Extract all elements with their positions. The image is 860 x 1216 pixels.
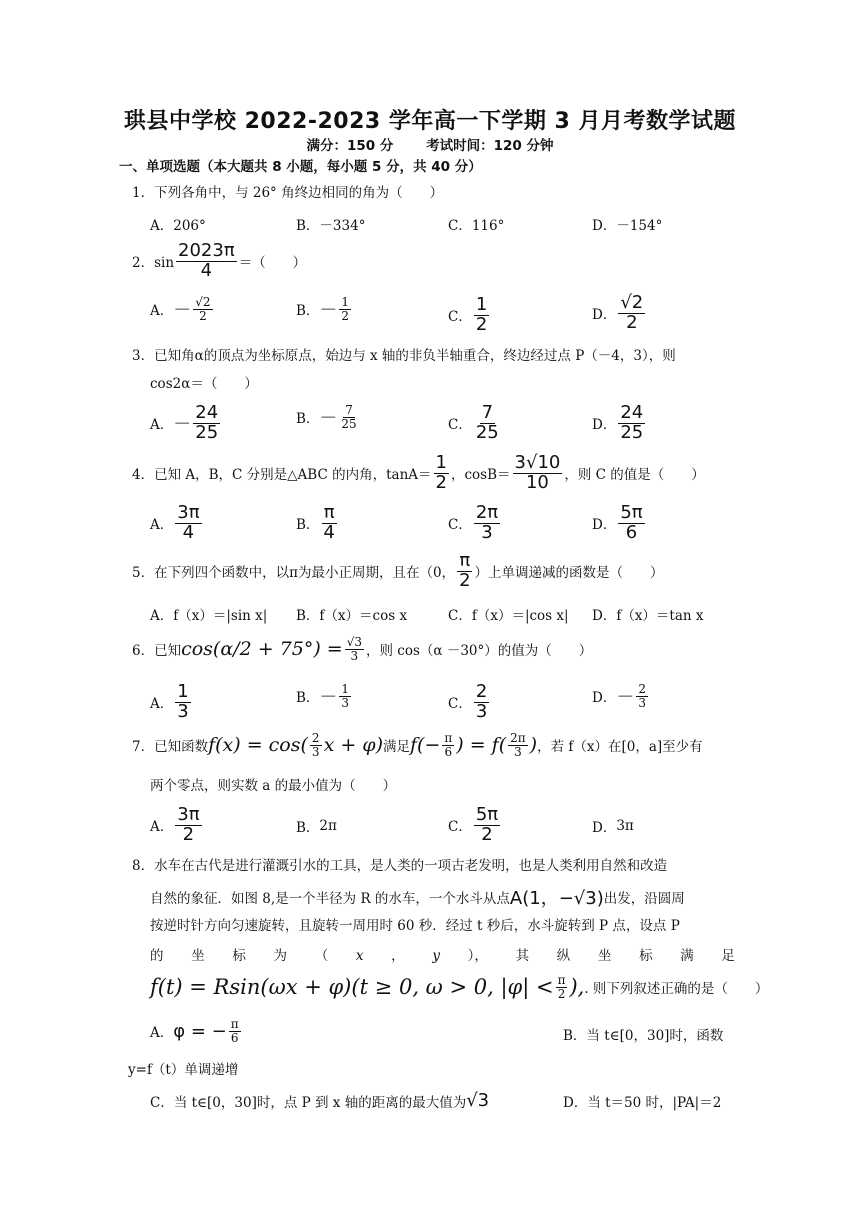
q3-option-b: B． － $\frac{7}{25}$ [296, 403, 357, 431]
question-8-stem-line1: 8．水车在古代是进行灌溉引水的工具，是人类的一项古老发明，也是人类利用自然和改造 [132, 858, 668, 874]
q3-option-a: A． － $\frac{24}{25}$ [150, 402, 219, 443]
question-1-stem: 1．下列各角中，与 26° 角终边相同的角为（ ） [132, 185, 444, 201]
q5-option-b: B．f（x）＝cos x [296, 608, 408, 624]
q4-option-a: A． $\frac{3\pi}{4}$ [150, 502, 200, 543]
q4-option-b: B． $\frac{\pi}{4}$ [296, 502, 335, 543]
q6-option-c: C． $\frac{2}{3}$ [448, 681, 488, 722]
exam-info [0, 134, 860, 154]
q7-option-b: B． 2π [296, 818, 337, 836]
q8-option-d: D．当 t＝50 时，|PA|＝2 [563, 1095, 722, 1111]
q2-option-b: B． － $\frac{1}{2}$ [296, 295, 350, 323]
full-score: 满分：150 分 [306, 138, 394, 154]
q6-option-d: D． － $\frac{2}{3}$ [592, 682, 646, 710]
q2-option-c: C． $\frac{1}{2}$ [448, 294, 488, 335]
q4-option-d: D． $\frac{5\pi}{6}$ [592, 502, 643, 543]
q7-option-a: A． $\frac{3\pi}{2}$ [150, 804, 200, 845]
q8-option-b: B．当 t∈[0，30]时，函数 [563, 1028, 724, 1044]
q1-option-d: D．－154° [592, 218, 663, 234]
question-6-stem: 6．已知 cos(α/2 + 75°) = $\frac{√3}{3}$ ，则 cos（α －30°）的值为（ ） [132, 635, 593, 663]
question-8-stem-line3: 按逆时针方向匀速旋转，且旋转一周用时 60 秒．经过 t 秒后，水斗旋转到 P 点，设点 P [150, 918, 680, 934]
q6-option-a: A． $\frac{1}{3}$ [150, 681, 189, 722]
q1-option-c: C．116° [448, 218, 505, 234]
question-8-formula-line: f(t) = Rsin(ωx + φ)(t ≥ 0, ω > 0, |φ| < $\frac{\pi}{2}$ ), . 则下列叙述正确的是（ ） [150, 973, 769, 1001]
q5-option-c: C．f（x）＝|cos x| [448, 608, 569, 624]
q3-option-c: C． $\frac{7}{25}$ [448, 402, 499, 443]
q2-option-d: D． $\frac{√2}{2}$ [592, 292, 644, 333]
exam-time: 考试时间：120 分钟 [426, 138, 554, 154]
question-8-stem-line2: 自然的象征．如图 8,是一个半径为 R 的水车，一个水斗从点 A(1，−√3) 出发，沿圆周 [150, 888, 685, 909]
q4-option-c: C． $\frac{2\pi}{3}$ [448, 502, 499, 543]
question-3-stem-line1: 3．已知角α的顶点为坐标原点，始边与 x 轴的非负半轴重合，终边经过点 P（－4，3），则 [132, 348, 676, 364]
q8-option-c: C．当 t∈[0，30]时，点 P 到 x 轴的距离的最大值为 √3 [150, 1090, 490, 1111]
question-5-stem: 5．在下列四个函数中，以π为最小正周期，且在（0， $\frac{\pi}{2}$ ）上单调递减的函数是（ ） [132, 550, 664, 591]
q3-option-d: D． $\frac{24}{25}$ [592, 402, 644, 443]
question-4-stem: 4．已知 A，B，C 分别是△ABC 的内角，tanA＝ $\frac{1}{2}$ ，cosB＝ $\frac{3√10}{10}$ ，则 C 的值是（ ） [132, 452, 705, 493]
question-3-stem-line2: cos2α＝（ ） [150, 376, 258, 392]
q8-option-b-continued: y=f（t）单调递增 [128, 1062, 239, 1078]
q8-option-a: A． φ = − $\frac{\pi}{6}$ [150, 1017, 239, 1045]
q7-option-c: C． $\frac{5\pi}{2}$ [448, 804, 499, 845]
question-8-stem-line4: 的 坐 标 为 （ x ， y ）， 其 纵 坐 标 满 足 [150, 948, 735, 964]
page-title: 珙县中学校 2022-2023 学年高一下学期 3 月月考数学试题 [123, 109, 737, 134]
question-2-stem: 2．sin $\frac{2023\pi}{4}$ ＝（ ） [132, 240, 307, 281]
q5-option-d: D．f（x）＝tan x [592, 608, 704, 624]
q5-option-a: A．f（x）＝|sin x| [150, 608, 268, 624]
question-7-stem-line2: 两个零点，则实数 a 的最小值为（ ） [150, 778, 397, 794]
q1-option-b: B．－334° [296, 218, 366, 234]
question-7-stem-line1: 7．已知函数 f(x) = cos( $\frac{2}{3}$ x + φ) 满足 f(− $\frac{\pi}{6}$ ) = f ( $\frac{2\pi}{3}$ ) ，若 f（x）在[0，a]至少有 [132, 731, 703, 759]
q6-option-b: B． － $\frac{1}{3}$ [296, 682, 350, 710]
q1-option-a: A．206° [150, 218, 206, 234]
fraction: $\frac{2023\pi}{4}$ [178, 240, 235, 281]
q2-option-a: A． － $\frac{√2}{2}$ [150, 295, 211, 323]
q7-option-d: D． 3π [592, 818, 634, 836]
section-heading: 一、单项选题（本大题共 8 小题，每小题 5 分，共 40 分） [119, 159, 482, 175]
